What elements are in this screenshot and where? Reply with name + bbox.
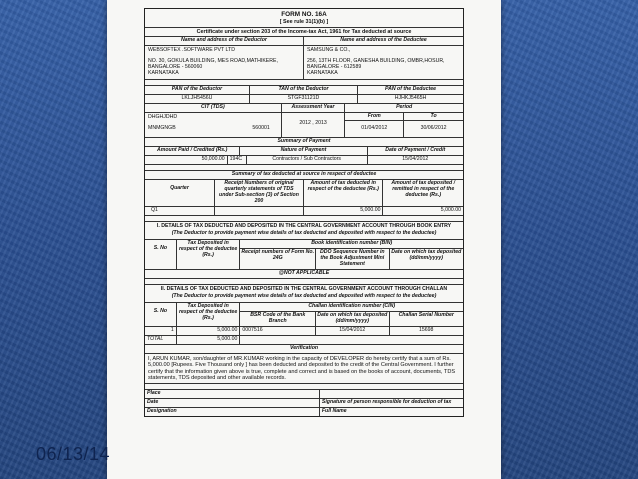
from-value: 01/04/2012 — [345, 121, 404, 137]
cit-value-row — [145, 113, 463, 139]
payment-value-row — [145, 156, 463, 165]
receipt-label: Receipt Numbers of original quarterly statements of TDS under Sub-section (3) of Section 200 — [215, 180, 304, 206]
book-entry-title-row — [145, 222, 463, 240]
full-name-label: Full Name — [321, 408, 347, 415]
place-blank — [320, 390, 463, 398]
deductor-address — [145, 46, 304, 79]
summary-tax-row — [145, 171, 463, 180]
verification-label: Verification — [289, 344, 319, 351]
date-label: Date — [145, 399, 320, 407]
section-value: 194C — [228, 156, 247, 164]
challan-title: II. DETAILS OF TAX DEDUCTED AND DEPOSITED IN THE CENTRAL GOVERNMENT ACCOUNT THROUGH CHALLAN — [160, 285, 448, 292]
challan-title-row — [145, 285, 463, 303]
verification-row — [145, 354, 463, 385]
total-value: 5,000.00 — [177, 336, 241, 344]
deductor-header: Name and address of the Deductor — [145, 37, 304, 45]
challan-tax-deposited: 5,000.00 — [177, 327, 241, 335]
ddo-label: DDO Sequence Number in the Book Adjustment Mini Statement — [316, 249, 389, 269]
deductee-line: KARNATAKA — [307, 69, 338, 76]
bsr-label: BSR Code of the Bank Branch — [240, 312, 316, 326]
book-entry-note: (The Deductor to provide payment wise details of tax deducted and deposited with respect to the deductee) — [171, 230, 437, 237]
challan-date-value: 15/04/2012 — [316, 327, 389, 335]
challan-serial-value: 15698 — [419, 326, 434, 333]
deductee-line: SAMSUNG & CO., — [307, 46, 351, 53]
deductee-line: 256, 13TH FLOOR, GANESHA BUILDING, OMBR,HOSUR, — [307, 57, 445, 64]
quarter-label: Quarter — [145, 180, 215, 206]
deductor-line: NO. 30, GOKULA BUILDING, MES ROAD,MATHIKERE, — [148, 57, 278, 64]
challan-sno-label: S. No — [145, 303, 177, 326]
form-16a-document — [107, 0, 501, 479]
challan-value-row — [145, 327, 463, 336]
quarter-value: Q1 — [145, 207, 215, 215]
deductee-address — [304, 46, 463, 79]
pan-tan-value-row — [145, 95, 463, 104]
cin-block — [240, 303, 463, 326]
ay-value: 2012 , 2013 — [282, 113, 346, 138]
challan-tax-deposited-label: Tax Deposited in respect of the deductee (Rs.) — [177, 303, 241, 326]
designation-label: Designation — [145, 408, 320, 416]
bin-label: Book identification number (BIN) — [240, 240, 463, 249]
challan-note: (The Deductor to provide payment wise details of tax deducted and deposited with respect to the deductee) — [171, 292, 437, 299]
pan-deductee-value: HJHKJ5465H — [394, 94, 427, 101]
tax-value-row — [145, 207, 463, 216]
amount-deposited-label: Amount of tax deposited / remitted in respect of the deductee (Rs.) — [391, 180, 456, 199]
challan-sno: 1 — [145, 327, 177, 335]
place-row — [145, 390, 463, 399]
nature-label: Nature of Payment — [240, 147, 367, 155]
nature-value: Contractors / Sub Contractors — [247, 156, 368, 164]
date-payment-label: Date of Payment / Credit — [385, 147, 446, 154]
signature-label: Signature of person responsible for deduction of tax — [321, 399, 452, 406]
book-date-deposited-label: Date on which tax deposited (dd/mm/yyyy) — [391, 249, 462, 262]
party-address-row — [145, 46, 463, 80]
tan-deductor-value: STGF31121D — [250, 95, 358, 103]
bsr-value: 0007516 — [240, 327, 316, 335]
period-cell — [345, 113, 463, 138]
book-tax-deposited-label: Tax Deposited in respect of the deductee (Rs.) — [177, 240, 241, 269]
party-header-row — [145, 37, 463, 46]
deductor-line: KARNATAKA — [148, 69, 179, 76]
deductee-header: Name and address of the Deductee — [340, 36, 427, 43]
not-applicable-row — [145, 270, 463, 279]
date-row — [145, 399, 463, 408]
total-label: TOTAL — [145, 336, 177, 344]
cit-header-row — [145, 104, 463, 113]
ay-label: Assessment Year — [282, 104, 346, 112]
cit-city: MNMGNGB — [148, 125, 176, 132]
book-entry-header-row — [145, 240, 463, 270]
pan-deductee-label: PAN of the Deductee — [385, 85, 436, 92]
form-table — [144, 8, 464, 417]
total-row — [145, 336, 463, 345]
challan-date-label: Date on which tax deposited (dd/mm/yyyy) — [316, 312, 389, 326]
date-payment-value: 15/04/2012 — [402, 156, 429, 163]
amount-deducted-label: Amount of tax deducted in respect of the deductee (Rs.) — [304, 180, 384, 206]
summary-payment-title: Summary of Payment — [277, 138, 331, 145]
cit-label: CIT (TDS) — [145, 104, 282, 112]
challan-header-row — [145, 303, 463, 327]
tan-deductor-label: TAN of the Deductor — [250, 86, 358, 94]
amount-deducted-value: 5,000.00 — [304, 207, 384, 215]
deductee-line: BANGALORE - 612589 — [307, 63, 362, 70]
verification-header-row — [145, 345, 463, 354]
book-entry-title: I. DETAILS OF TAX DEDUCTED AND DEPOSITED IN THE CENTRAL GOVERNMENT ACCOUNT THROUGH BOOK ENTRY — [156, 223, 452, 230]
payment-header-row — [145, 147, 463, 156]
form-certificate: Certificate under section 203 of the Income-tax Act, 1961 for Tax deducted at source — [145, 27, 463, 36]
from-label: From — [345, 113, 404, 121]
summary-payment-row — [145, 138, 463, 147]
pan-tan-header-row — [145, 86, 463, 95]
to-label: To — [430, 112, 437, 119]
pan-deductor-label: PAN of the Deductor — [145, 86, 250, 94]
cin-label: Challan identification number (CIN) — [240, 303, 463, 312]
place-label: Place — [145, 390, 320, 398]
cit-pin: 560001 — [252, 125, 270, 132]
receipt-value — [215, 207, 304, 215]
not-applicable: @NOT APPLICABLE — [278, 269, 330, 276]
verification-text: I, ARUN KUMAR, son/daughter of MR.KUMAR working in the capacity of DEVELOPER do hereby certify that a sum of Rs. 5,000.00 [Rupees. Five Thousand only ] has been deducted and deposited to the credit of the Central Government. I further certify that the information given above is true, complete and correct and is based on the books of account, documents, TDS statements, TDS deposited and other available records. — [148, 355, 456, 381]
book-sno-label: S. No — [145, 240, 177, 269]
period-label: Period — [396, 103, 413, 110]
to-value: 30/06/2012 — [420, 125, 447, 132]
slide-date: 06/13/14 — [36, 444, 111, 464]
form-title-block — [145, 9, 463, 37]
amount-paid-label: Amount Paid / Credited (Rs.) — [145, 147, 240, 155]
total-blank — [240, 336, 463, 344]
cit-address — [145, 113, 282, 138]
cit-name: DHGHJDHD — [148, 113, 178, 120]
deductor-line: WEBSOFTEX .SOFTWARE PVT LTD — [148, 46, 235, 53]
form-title: FORM NO. 16A — [281, 11, 327, 18]
bin-block — [240, 240, 463, 269]
tax-header-row — [145, 180, 463, 207]
designation-row — [145, 408, 463, 416]
receipt-form-label: Receipt numbers of Form No. 24G — [240, 249, 316, 269]
pan-deductor-value: LKLJH5456U — [145, 95, 250, 103]
amount-deposited-value: 5,000.00 — [440, 207, 461, 214]
summary-tax-title: Summary of tax deducted at source in respect of deductee — [231, 171, 377, 178]
amount-paid-value: 50,000.00 — [145, 156, 228, 164]
form-rule: [ See rule 31(1)(b) ] — [279, 19, 329, 26]
challan-serial-label: Challan Serial Number — [398, 311, 454, 318]
deductor-line: BANGALORE - 560060 — [148, 63, 203, 70]
